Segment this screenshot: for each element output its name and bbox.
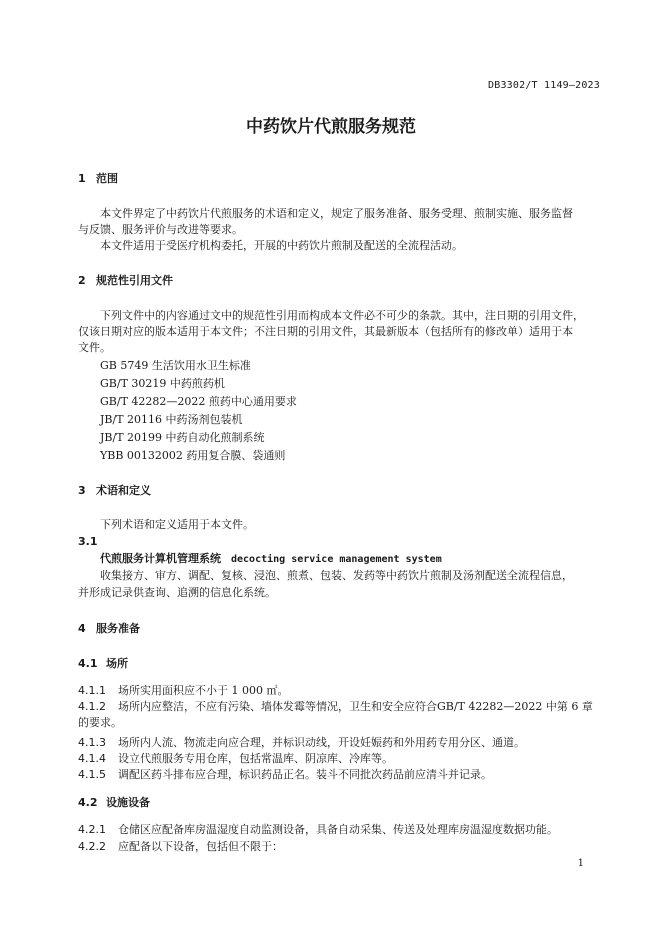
clause-text: 场所内应整洁，不应有污染、墙体发霉等情况，卫生和安全应符合GB/T 42282—2022 中第 6 章: [118, 700, 593, 713]
section-number: 3: [78, 484, 86, 497]
paragraph-line: 本文件适用于受医疗机构委托，开展的中药饮片煎制及配送的全流程活动。: [100, 239, 463, 252]
clause-text: 应配备以下设备，包括但不限于：: [118, 840, 283, 853]
clause-text: 场所内人流、物流走向应合理，并标识动线，开设妊娠药和外用药专用分区、通道。: [118, 736, 525, 749]
section-2-heading: [78, 274, 173, 288]
clause-text: 场所实用面积应不小于 1 000 ㎡。: [118, 684, 289, 697]
clause-number: 4.1.5: [78, 768, 106, 781]
document-id: DB3302/T 1149—2023: [488, 80, 600, 91]
section-title: 规范性引用文件: [96, 274, 173, 287]
clause-item: [78, 684, 288, 698]
subsection-number: 4.2: [78, 796, 98, 809]
clause-number: 4.2.1: [78, 823, 106, 836]
subsection-4-2-heading: [78, 796, 150, 810]
paragraph-line: 收集接方、审方、调配、复核、浸泡、煎煮、包装、发药等中药饮片煎制及汤剂配送全流程信息，: [100, 569, 573, 582]
section-title: 术语和定义: [96, 484, 151, 497]
subsection-title: 设施设备: [106, 796, 150, 809]
clause-item: [78, 736, 525, 750]
reference-item: YBB 00132002 药用复合膜、袋通则: [100, 449, 286, 462]
clause-number: 4.1.2: [78, 700, 106, 713]
page-number: 1: [577, 858, 584, 869]
clause-continuation: 的要求。: [78, 716, 122, 729]
paragraph-line: 并形成记录供查询、追溯的信息化系统。: [78, 586, 276, 599]
clause-number: 4.1.3: [78, 736, 106, 749]
reference-item: GB 5749 生活饮用水卫生标准: [100, 359, 251, 372]
paragraph-line: 仅该日期对应的版本适用于本文件；不注日期的引用文件，其最新版本（包括所有的修改单）适用于本: [78, 325, 573, 338]
clause-item: [78, 700, 593, 714]
subsection-title: 场所: [106, 657, 128, 670]
paragraph-line: 文件。: [78, 341, 111, 354]
clause-item: [78, 823, 558, 837]
paragraph-line: 下列术语和定义适用于本文件。: [100, 518, 254, 531]
paragraph-line: 下列文件中的内容通过文中的规范性引用而构成本文件必不可少的条款。其中，注日期的引用文件，: [100, 309, 584, 322]
section-title: 服务准备: [96, 622, 140, 635]
paragraph-line: 本文件界定了中药饮片代煎服务的术语和定义，规定了服务准备、服务受理、煎制实施、服务监督: [100, 207, 573, 220]
document-title: 中药饮片代煎服务规范: [246, 117, 416, 137]
clause-text: 调配区药斗排布应合理，标识药品正名。装斗不同批次药品前应清斗并记录。: [118, 768, 492, 781]
clause-text: 仓储区应配备库房温湿度自动监测设备，具备自动采集、传送及处理库房温湿度数据功能。: [118, 823, 558, 836]
reference-item: GB/T 30219 中药煎药机: [100, 377, 225, 390]
section-3-heading: [78, 484, 151, 498]
paragraph-line: 与反馈、服务评价与改进等要求。: [78, 223, 243, 236]
subsection-number: 4.1: [78, 657, 98, 670]
reference-item: JB/T 20116 中药汤剂包装机: [100, 413, 243, 426]
section-4-heading: [78, 622, 140, 636]
clause-number: 4.2.2: [78, 840, 106, 853]
clause-item: [78, 752, 393, 766]
reference-item: JB/T 20199 中药自动化煎制系统: [100, 431, 265, 444]
section-number: 2: [78, 274, 86, 287]
reference-item: GB/T 42282—2022 煎药中心通用要求: [100, 395, 297, 408]
term-chinese: 代煎服务计算机管理系统: [100, 552, 221, 565]
term-entry: [100, 552, 442, 567]
term-number: 3.1: [78, 535, 98, 548]
section-number: 1: [78, 172, 86, 185]
subsection-4-1-heading: [78, 657, 128, 671]
section-number: 4: [78, 622, 86, 635]
clause-number: 4.1.4: [78, 752, 106, 765]
section-title: 范围: [96, 172, 118, 185]
clause-text: 设立代煎服务专用仓库，包括常温库、阴凉库、冷库等。: [118, 752, 393, 765]
section-1-heading: [78, 172, 118, 186]
clause-number: 4.1.1: [78, 684, 106, 697]
term-english: decocting service management system: [231, 554, 442, 565]
clause-item: [78, 840, 283, 854]
clause-item: [78, 768, 492, 782]
